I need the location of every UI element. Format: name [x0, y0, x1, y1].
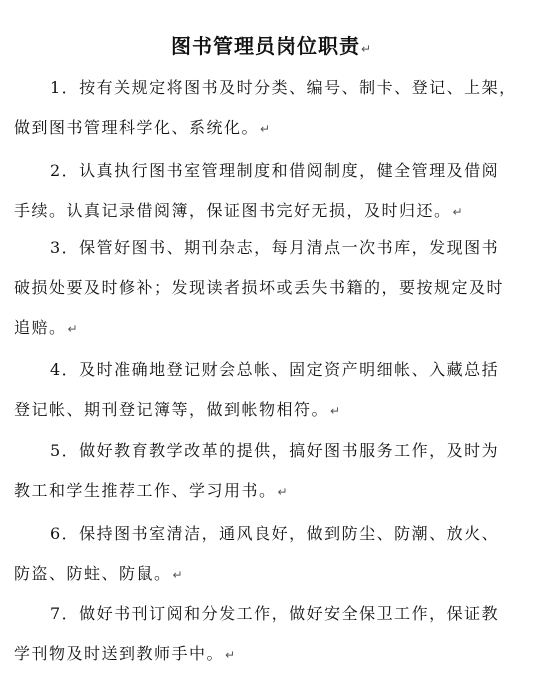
duty-line: 登记帐、期刊登记簿等，做到帐物相符。↵ [14, 400, 342, 419]
document-title-text: 图书管理员岗位职责 [170, 34, 360, 58]
duty-item-3 [14, 228, 530, 348]
duty-line: 7．做好书刊订阅和分发工作，做好安全保卫工作，保证教 [50, 604, 500, 623]
duty-item-6 [14, 514, 530, 594]
paragraph-mark-icon: ↵ [67, 322, 80, 336]
document-title [0, 30, 543, 59]
paragraph-mark-icon: ↵ [260, 122, 272, 136]
duty-line: 教工和学生推荐工作、学习用书。↵ [14, 481, 290, 500]
duty-line: 6．保持图书室清洁，通风良好，做到防尘、防潮、放火、 [50, 524, 500, 543]
duty-line: 3．保管好图书、期刊杂志，每月清点一次书库，发现图书 [50, 238, 500, 257]
duty-item-4 [14, 350, 530, 430]
duty-line: 防盗、防蛀、防鼠。↵ [14, 564, 185, 583]
duty-item-2 [14, 151, 530, 231]
paragraph-mark-icon: ↵ [277, 485, 290, 499]
duty-line: 4．及时准确地登记财会总帐、固定资产明细帐、入藏总括 [50, 360, 500, 379]
paragraph-mark-icon: ↵ [360, 42, 373, 56]
duty-line: 追赔。↵ [14, 318, 80, 337]
duty-item-1 [14, 68, 530, 148]
paragraph-mark-icon: ↵ [330, 404, 342, 418]
duty-line: 做到图书管理科学化、系统化。↵ [14, 118, 272, 137]
duty-line: 手续。认真记录借阅簿，保证图书完好无损，及时归还。↵ [14, 201, 465, 220]
duty-line: 学刊物及时送到教师手中。↵ [14, 644, 237, 663]
duty-line: 2．认真执行图书室管理制度和借阅制度，健全管理及借阅 [50, 161, 500, 180]
paragraph-mark-icon: ↵ [225, 648, 237, 662]
paragraph-mark-icon: ↵ [452, 205, 465, 219]
duty-item-5 [14, 431, 530, 511]
duty-line: 5．做好教育教学改革的提供，搞好图书服务工作，及时为 [50, 441, 500, 460]
duty-line: 破损处要及时修补；发现读者损坏或丢失书籍的，要按规定及时 [14, 278, 505, 297]
paragraph-mark-icon: ↵ [172, 568, 185, 582]
duty-line: 1．按有关规定将图书及时分类、编号、制卡、登记、上架， [50, 78, 517, 97]
duty-item-7 [14, 594, 530, 674]
